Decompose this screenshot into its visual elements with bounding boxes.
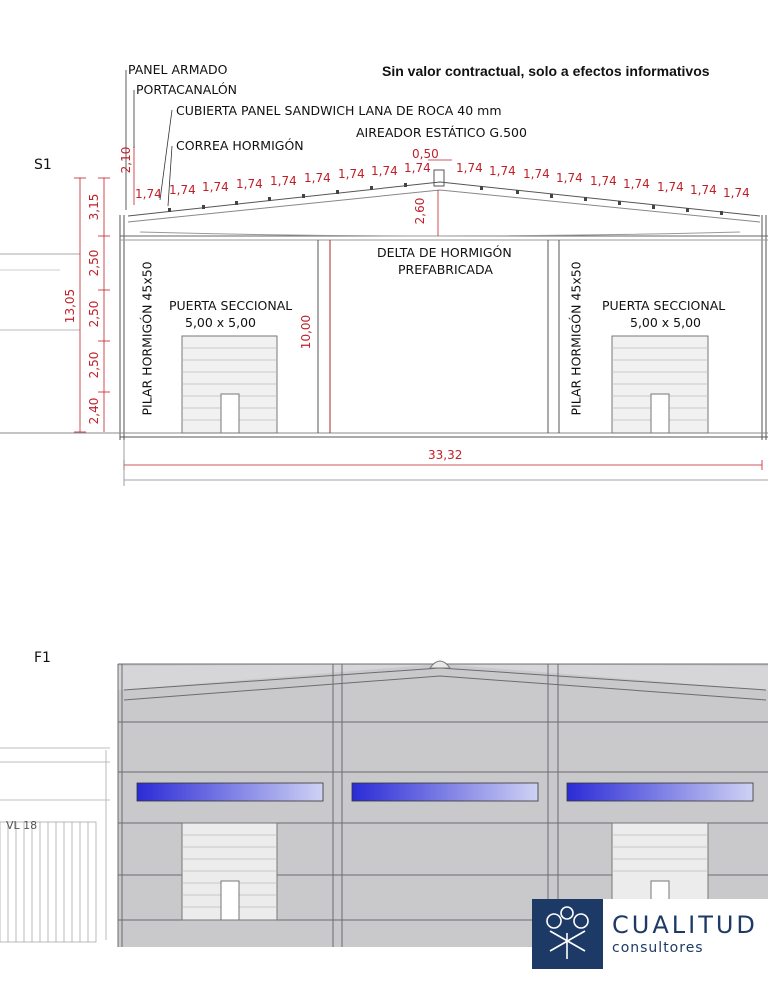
label-pilar-right: PILAR HORMIGÓN 45x50 — [568, 261, 584, 416]
logo-emblem-icon — [532, 899, 603, 969]
dim-clear-height: 10,00 — [299, 314, 313, 350]
logo-subtitle: consultores — [612, 940, 704, 956]
label-aireador: AIREADOR ESTÁTICO G.500 — [356, 125, 527, 140]
label-delta-1: DELTA DE HORMIGÓN — [377, 245, 512, 260]
label-pilar-left: PILAR HORMIGÓN 45x50 — [139, 261, 155, 416]
dim-roof-18: 1,74 — [723, 186, 750, 200]
dim-roof-9: 1,74 — [404, 161, 431, 175]
dim-roof-2: 1,74 — [169, 183, 196, 197]
label-puerta-right-size: 5,00 x 5,00 — [630, 315, 702, 330]
dim-roof-14: 1,74 — [590, 174, 617, 188]
dim-roof-6: 1,74 — [304, 171, 331, 185]
dim-roof-1: 1,74 — [135, 187, 162, 201]
label-puerta-left: PUERTA SECCIONAL — [169, 298, 293, 313]
dim-roof-5: 1,74 — [270, 174, 297, 188]
dim-roof-3: 1,74 — [202, 180, 229, 194]
label-vl: VL 18 — [6, 819, 38, 832]
dim-left-2-50-a: 2,50 — [87, 249, 101, 277]
dim-left-2-50-b: 2,50 — [87, 300, 101, 328]
dim-left-2-40: 2,40 — [87, 397, 101, 425]
dim-eave-panel: 2,10 — [119, 146, 133, 174]
dim-roof-17: 1,74 — [690, 183, 717, 197]
dim-roof-10: 1,74 — [456, 161, 483, 175]
company-logo — [532, 899, 768, 969]
dim-left-3-15: 3,15 — [87, 193, 101, 221]
dim-total-width: 33,32 — [428, 448, 463, 462]
label-puerta-left-size: 5,00 x 5,00 — [185, 315, 257, 330]
label-panel-armado: PANEL ARMADO — [128, 62, 228, 77]
dim-roof-8: 1,74 — [371, 164, 398, 178]
section-label-f1: F1 — [34, 650, 51, 666]
label-portacanalon: PORTACANALÓN — [136, 82, 238, 97]
dim-roof-7: 1,74 — [338, 167, 365, 181]
label-puerta-right: PUERTA SECCIONAL — [602, 298, 726, 313]
logo-name: CUALITUD — [612, 911, 758, 939]
disclaimer: Sin valor contractual, solo a efectos informativos — [382, 63, 710, 79]
label-correa: CORREA HORMIGÓN — [176, 138, 304, 153]
dim-roof-11: 1,74 — [489, 164, 516, 178]
dim-roof-13: 1,74 — [556, 171, 583, 185]
label-delta-2: PREFABRICADA — [398, 262, 493, 277]
dim-roof-15: 1,74 — [623, 177, 650, 191]
dim-total-height: 13,05 — [63, 288, 77, 324]
dim-roof-4: 1,74 — [236, 177, 263, 191]
dim-roof-12: 1,74 — [523, 167, 550, 181]
label-cubierta: CUBIERTA PANEL SANDWICH LANA DE ROCA 40 mm — [176, 103, 502, 118]
dim-ridge-height: 2,60 — [413, 197, 427, 225]
dim-left-2-50-c: 2,50 — [87, 351, 101, 379]
dim-ridge-gap: 0,50 — [412, 147, 439, 161]
section-label-s1: S1 — [34, 157, 52, 173]
dim-roof-16: 1,74 — [657, 180, 684, 194]
